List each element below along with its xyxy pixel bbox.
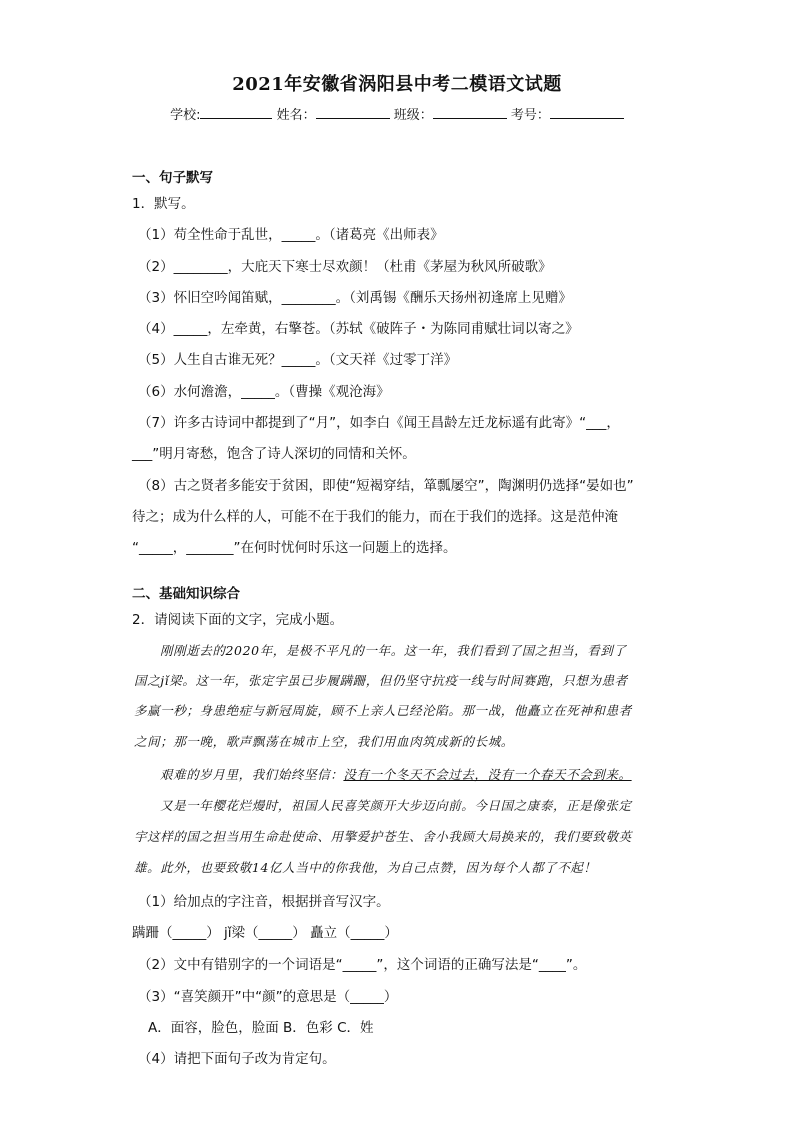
passage-text: 艰难的岁月里，我们始终坚信： (160, 767, 344, 782)
passage-line: 宇这样的国之担当用生命赴使命、用擎爱护苍生、舍小我顾大局换来的，我们要致敬英 (134, 829, 632, 844)
recitation-item: （5）人生自古谁无死？_____。（文天祥《过零丁洋》 (138, 352, 458, 368)
passage-line (160, 765, 700, 783)
recitation-item: （2）________，大庇天下寒士尽欢颜！（杜甫《茅屋为秋风所破歌》 (138, 259, 552, 275)
section-heading: 二、基础知识综合 (132, 586, 240, 602)
sub-question: （1）给加点的字注音，根据拼音写汉字。 (138, 894, 390, 910)
class-blank[interactable] (433, 106, 507, 119)
passage-line: 刚刚逝去的2020年，是极不平凡的一年。这一年，我们看到了国之担当，看到了 (160, 643, 627, 658)
sub-question: （4）请把下面句子改为肯定句。 (138, 1051, 336, 1067)
passage-line: 国之jǐ梁。这一年，张定宇虽已步履蹒跚，但仍坚守抗疫一线与时间赛跑，只想为患者 (134, 673, 628, 688)
school-label: 学校: (170, 108, 201, 123)
student-info-line (0, 104, 794, 123)
section-heading: 一、句子默写 (132, 170, 213, 186)
recitation-item: （7）许多古诗词中都提到了“月”，如李白《闻王昌龄左迁龙标遥有此寄》“___， (138, 415, 620, 431)
answer-options: A．面容，脸色，脸面 B．色彩 C．姓 (148, 1020, 374, 1036)
recitation-item: （4）_____，左牵黄，右擎苍。（苏轼《破阵子・为陈同甫赋壮词以寄之》 (138, 321, 579, 337)
passage-line: 又是一年樱花烂熳时，祖国人民喜笑颜开大步迈向前。今日国之康泰，正是像张定 (160, 798, 632, 813)
recitation-item-cont: “_____，_______”在何时忧何时乐这一问题上的选择。 (132, 540, 457, 556)
passage-line: 多赢一秒；身患绝症与新冠周旋，顾不上亲人已经沦陷。那一战，他矗立在死神和患者 (134, 703, 632, 718)
sub-question: （3）“喜笑颜开”中“颜”的意思是（_____） (138, 989, 398, 1005)
name-blank[interactable] (316, 106, 390, 119)
passage-line: 雄。此外，也要致敬14亿人当中的你我他，为自己点赞，因为每个人都了不起！ (134, 860, 597, 875)
recitation-item-cont: 待之；成为什么样的人，可能不在于我们的能力，而在于我们的选择。这是范仲淹 (132, 509, 618, 525)
recitation-item: （6）水何澹澹，_____。（曹操《观沧海》 (138, 384, 390, 400)
recitation-item: （8）古之贤者多能安于贫困，即使“短褐穿结，箪瓢屡空”，陶渊明仍选择“晏如也” (138, 478, 634, 494)
question-head: 2．请阅读下面的文字，完成小题。 (132, 612, 344, 628)
class-label: 班级： (393, 108, 433, 123)
underlined-sentence: 没有一个冬天不会过去，没有一个春天不会到来。 (343, 767, 632, 782)
recitation-item: （1）苟全性命于乱世，_____。（诸葛亮《出师表》 (138, 227, 444, 243)
recitation-item-cont: ___”明月寄愁，饱含了诗人深切的同情和关怀。 (132, 446, 416, 462)
question-head: 1．默写。 (132, 196, 195, 212)
sub-question: （2）文中有错别字的一个词语是“_____”，这个词语的正确写法是“____”。 (138, 957, 587, 973)
passage-line: 之间；那一晚，歌声飘荡在城市上空，我们用血肉筑成新的长城。 (134, 734, 514, 749)
recitation-item: （3）怀旧空吟闻笛赋，________。（刘禹锡《酬乐天扬州初逢席上见赠》 (138, 290, 572, 306)
exam-no-label: 考号： (510, 108, 550, 123)
exam-no-blank[interactable] (550, 106, 624, 119)
sub-question-answers: 蹒跚（_____） jǐ梁（_____） 矗立（_____） (132, 925, 398, 941)
page-title: 2021年安徽省涡阳县中考二模语文试题 (232, 74, 562, 95)
name-label: 姓名： (276, 108, 316, 123)
school-blank[interactable] (200, 106, 272, 119)
